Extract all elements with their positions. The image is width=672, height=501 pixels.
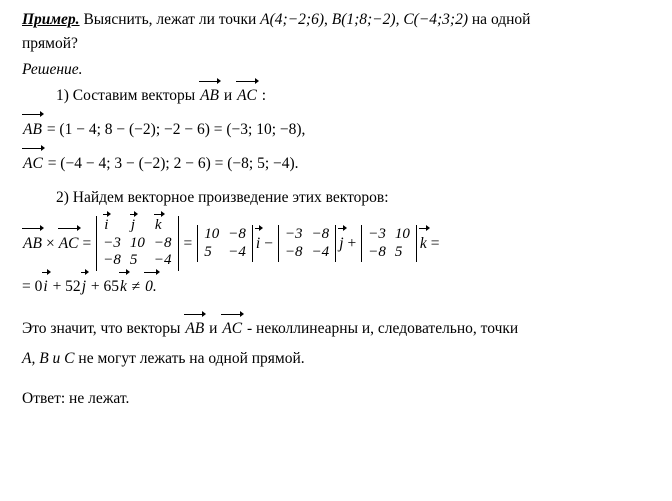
equation-ac-rhs: = (−4 − 4; 3 − (−2); 2 − 6) = (−8; 5; −4). (47, 155, 299, 173)
minor-k-r2c2: 5 (394, 243, 403, 260)
vector-ab-conclusion: AB (184, 317, 205, 341)
determinant-row-3 (101, 252, 173, 270)
minor-j-r2c2: −4 (311, 243, 330, 260)
conclusion-line-1 (22, 320, 518, 337)
conclusion-rest: не могут лежать на одной прямой. (78, 350, 305, 368)
result-plus-52: + 52 (52, 278, 81, 296)
intro-line-2: прямой? (22, 35, 78, 53)
cross-equals-3: = (430, 234, 440, 252)
minor-k-r2c1: −8 (368, 243, 386, 260)
minor-i-r2c2: −4 (228, 243, 246, 260)
determinant-3x3 (96, 216, 178, 271)
minor-i-r2c1: 5 (204, 243, 212, 260)
minor-k-determinant (361, 225, 417, 262)
det-cell-i: i (101, 217, 128, 235)
point-c: C(−4;3;2) (403, 11, 469, 28)
result-prefix: = 0 (22, 278, 43, 296)
det-cell-k: k (152, 217, 174, 235)
intro-paragraph (22, 8, 662, 56)
cross-plus-sign: + (347, 234, 357, 252)
det-cell-r2c1: −3 (103, 234, 121, 251)
equation-ac (22, 152, 662, 176)
vector-ac-step1: AC (236, 84, 258, 108)
minor-i-r1c1: 10 (204, 225, 220, 242)
step-1-number: 1) (56, 87, 69, 105)
minor-i-row-1 (202, 226, 248, 244)
result-zero-vector: 0. (144, 275, 158, 299)
step-1-conj: и (223, 87, 233, 105)
result-unit-k: k (119, 275, 128, 299)
vector-ac-conclusion: AC (221, 317, 243, 341)
minor-i-determinant (197, 225, 253, 262)
determinant-row-1 (101, 217, 173, 235)
vector-ab: AB (22, 118, 43, 142)
conclusion-conj: и (209, 320, 218, 338)
equation-ab (22, 118, 662, 142)
point-b: B(1;8;−2) (331, 11, 396, 28)
result-neq-sign: ≠ (131, 278, 141, 296)
unit-vector-k: k (419, 232, 428, 256)
answer-text: не лежат. (69, 390, 130, 408)
vector-ab-cross: AB (22, 232, 43, 256)
det-cell-r2c3: −8 (153, 234, 172, 251)
det-cell-r2c2: 10 (129, 234, 145, 251)
result-unit-i: i (42, 275, 48, 299)
minor-j-row-1 (283, 226, 331, 244)
answer-label: Ответ: (22, 390, 66, 408)
step-1-colon: : (261, 87, 267, 105)
conclusion-points: A, B и C (22, 350, 75, 368)
det-cell-r3c3: −4 (153, 252, 172, 269)
conclusion-paragraph (22, 317, 662, 371)
minor-j-r1c2: −8 (311, 225, 330, 242)
result-plus-65: + 65 (90, 278, 119, 296)
equation-ab-rhs: = (1 − 4; 8 − (−2); −2 − 6) = (−3; 10; −8), (46, 121, 306, 139)
step-2-text: Найдем векторное произведение этих векторов: (72, 189, 389, 207)
determinant-row-2 (101, 235, 173, 253)
det-cell-j: j (128, 217, 152, 235)
result-line (22, 275, 662, 299)
conclusion-text-before: Это значит, что векторы (22, 320, 181, 338)
minor-k-r1c1: −3 (368, 225, 386, 242)
cross-equals-2: = (183, 234, 193, 252)
minor-k-row-1 (366, 226, 412, 244)
result-unit-j: j (81, 275, 87, 299)
cross-product-equation (22, 216, 662, 271)
step-1-text: Составим векторы (72, 87, 196, 105)
minor-k-r1c2: 10 (394, 225, 410, 242)
minor-j-r2c1: −8 (284, 243, 303, 260)
intro-line-1: Пример. Выяснить, лежат ли точки A(4;−2;6), B(1;8;−2), C(−4;3;2) на одной (22, 11, 531, 28)
vector-ac-cross: AC (58, 232, 80, 256)
minor-j-r1c1: −3 (284, 225, 303, 242)
step-2-number: 2) (56, 189, 69, 207)
example-label: Пример. (22, 11, 80, 28)
minor-i-r1c2: −8 (228, 225, 246, 242)
det-cell-r3c1: −8 (103, 252, 121, 269)
minor-j-row-2 (283, 244, 331, 262)
vector-ac: AC (22, 152, 44, 176)
cross-equals-1: = (82, 234, 92, 252)
minor-j-determinant (278, 225, 336, 262)
step-2 (22, 186, 662, 210)
cross-minus-sign: − (264, 234, 273, 252)
answer-line (22, 387, 662, 411)
unit-vector-i: i (255, 232, 261, 256)
point-a: A(4;−2;6) (260, 11, 324, 28)
minor-k-row-2 (366, 244, 412, 262)
intro-text-before: Выяснить, лежат ли точки (83, 11, 257, 28)
solution-label: Решение. (22, 61, 83, 79)
intro-text-after: на одной (471, 11, 531, 28)
step-1 (22, 84, 662, 108)
det-cell-r3c2: 5 (129, 252, 138, 269)
conclusion-text-after: - неколлинеарны и, следовательно, точки (247, 320, 519, 338)
cross-times-sign: × (45, 234, 55, 252)
unit-vector-j: j (338, 232, 344, 256)
conclusion-line-2 (22, 347, 662, 371)
vector-ab-step1: AB (199, 84, 220, 108)
minor-i-row-2 (202, 244, 248, 262)
